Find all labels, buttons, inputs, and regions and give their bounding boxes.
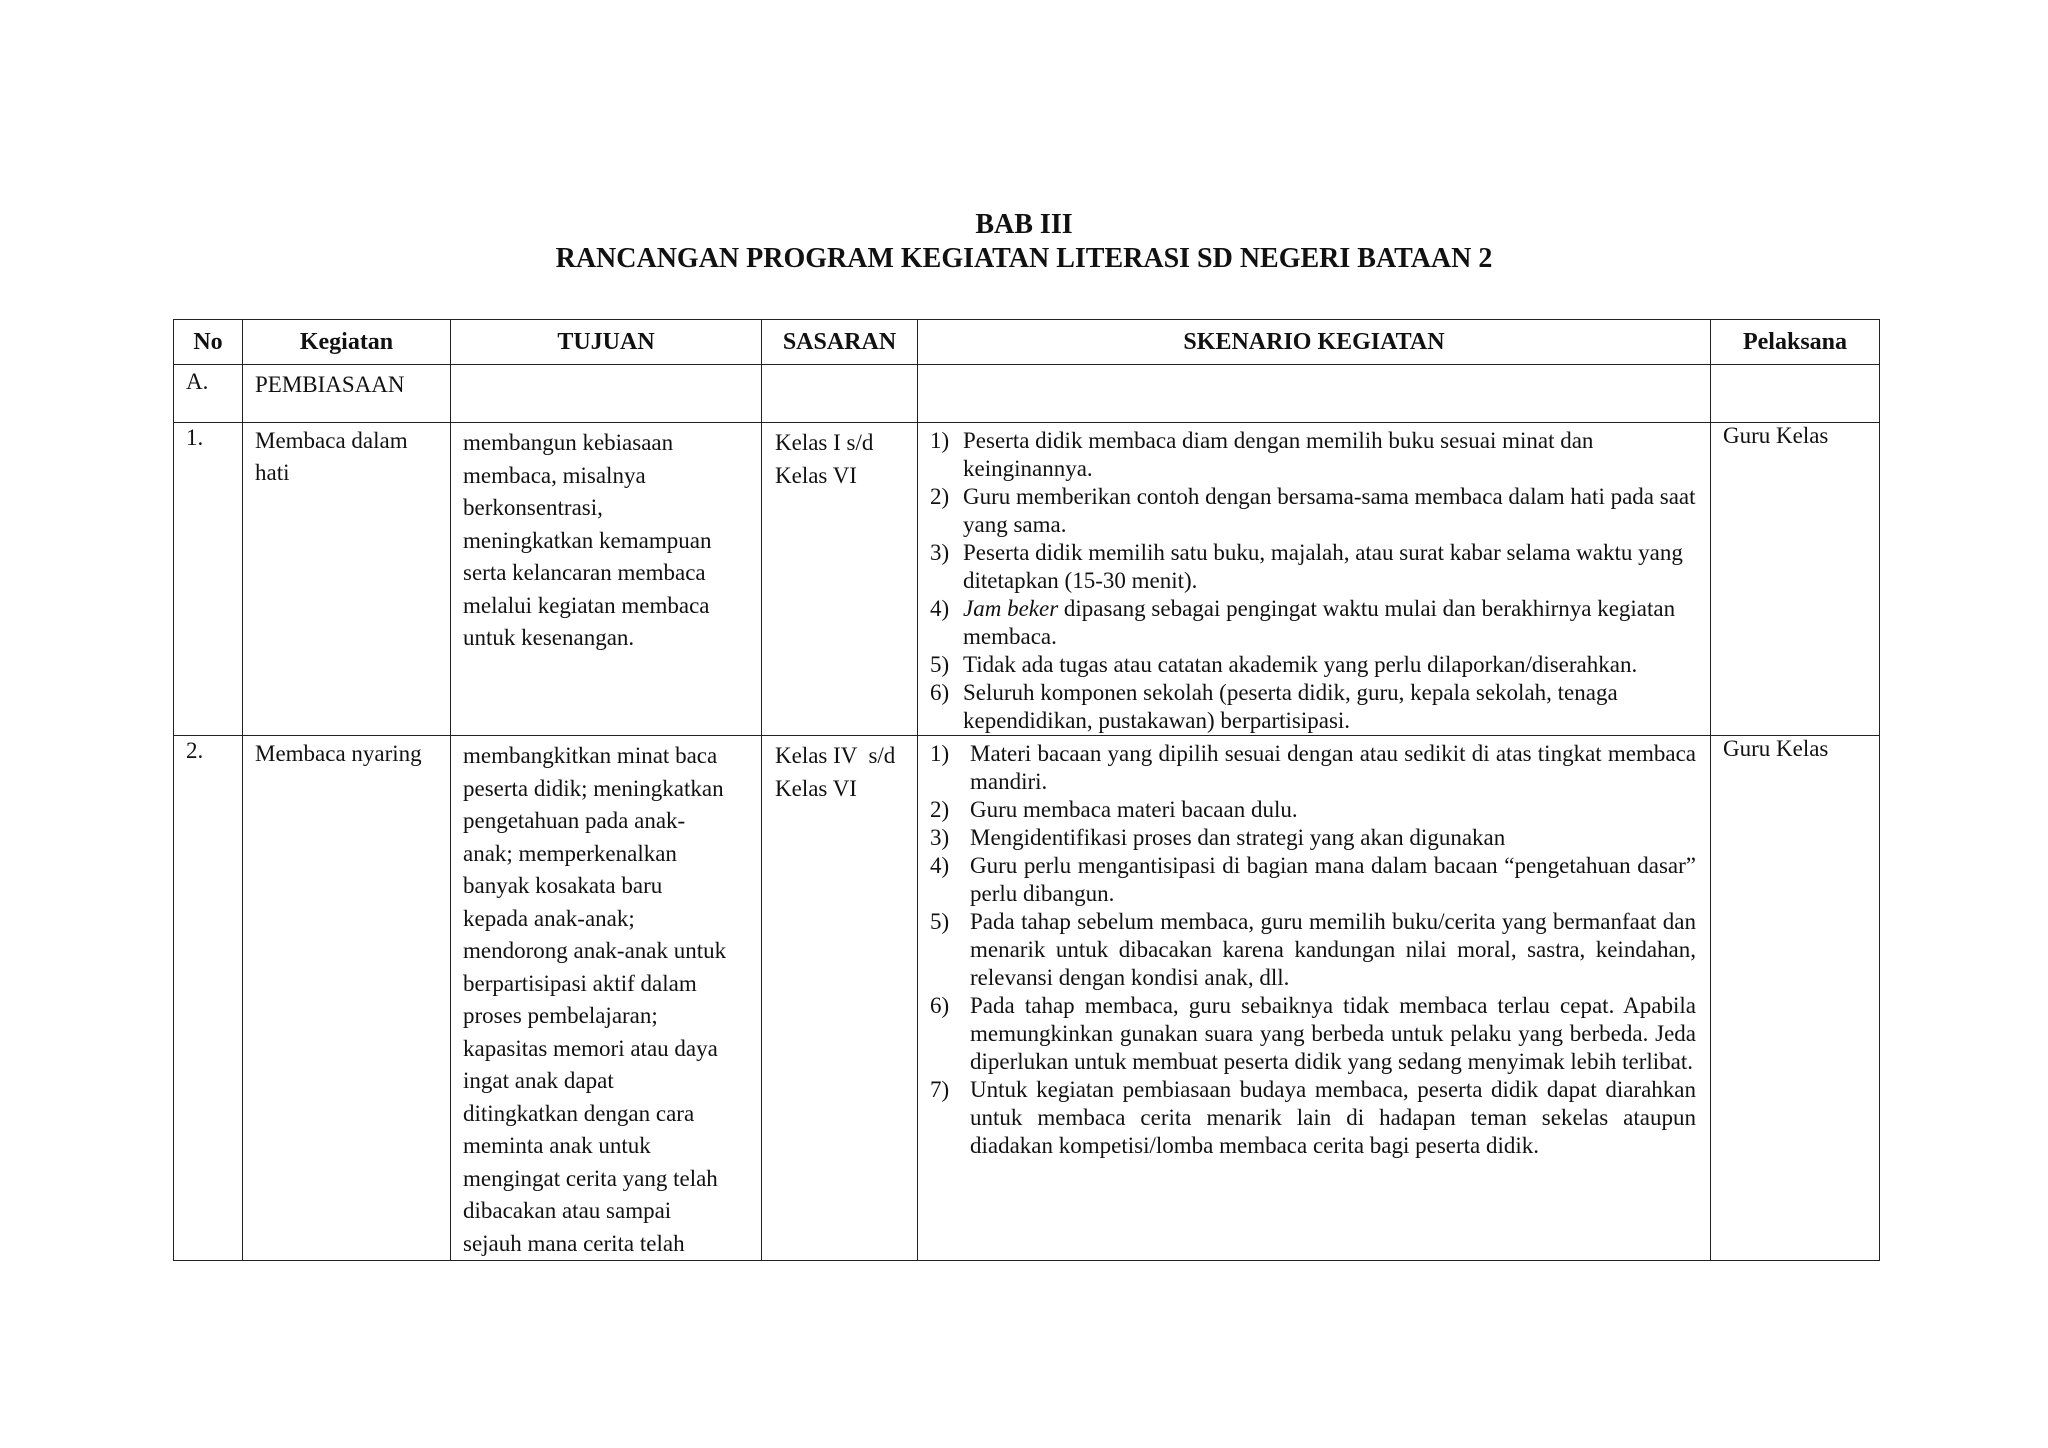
literacy-program-table (173, 319, 1880, 1261)
tujuan-line: membangkitkan minat baca (463, 743, 718, 768)
tujuan-line: meningkatkan kemampuan (463, 527, 712, 553)
skenario-item (930, 852, 1696, 908)
skenario-item (930, 595, 1696, 651)
item-text-rest: dipasang sebagai pengingat waktu mulai dan berakhirnya kegiatan membaca. (963, 596, 1676, 649)
skenario-item (930, 1076, 1696, 1160)
row-sasaran (762, 423, 918, 736)
tujuan-line: peserta didik; meningkatkan (463, 775, 724, 801)
row-skenario (918, 736, 1711, 1261)
sasaran-line: Kelas VI (775, 462, 857, 488)
tujuan-line: serta kelancaran membaca (463, 560, 706, 585)
item-text: Guru perlu mengantisipasi di bagian mana dalam bacaan “pengetahuan dasar” perlu dibangun. (970, 853, 1696, 906)
row-pelaksana: Guru Kelas (1711, 736, 1880, 1261)
item-number: 1) (930, 741, 950, 766)
item-text: Seluruh komponen sekolah (peserta didik, guru, kepala sekolah, tenaga kependidikan, pustakawan) berpartisipasi. (963, 680, 1618, 733)
empty-cell (762, 365, 918, 423)
item-number: 5) (930, 652, 950, 677)
item-number: 3) (930, 540, 950, 565)
header-skenario: SKENARIO KEGIATAN (918, 320, 1711, 365)
tujuan-line: banyak kosakata baru (463, 873, 663, 898)
tujuan-line: kapasitas memori atau daya (463, 1035, 718, 1061)
tujuan-line: mengingat cerita yang telah (463, 1165, 718, 1191)
skenario-item (930, 796, 1696, 824)
sasaran-line: Kelas I s/d (775, 430, 874, 455)
sasaran-line: Kelas VI (775, 775, 857, 801)
empty-cell (451, 365, 762, 423)
item-number: 2) (930, 484, 950, 509)
item-text: Pada tahap membaca, guru sebaiknya tidak membaca terlau cepat. Apabila memungkinkan gunakan suara yang berbeda untuk pelaku yang berbeda. Jeda diperlukan untuk membuat peserta didik yang sedang menyimak lebih terlibat. (970, 993, 1696, 1074)
item-text: Guru membaca materi bacaan dulu. (970, 797, 1298, 822)
empty-cell (1711, 365, 1880, 423)
item-number: 4) (930, 596, 950, 621)
document-title: RANCANGAN PROGRAM KEGIATAN LITERASI SD NEGERI BATAAN 2 (555, 243, 1493, 274)
tujuan-line: melalui kegiatan membaca (463, 592, 710, 618)
tujuan-line: untuk kesenangan. (463, 625, 635, 650)
skenario-item (930, 908, 1696, 992)
row-kegiatan: Membaca dalam hati (243, 423, 451, 736)
row-number: 1. (174, 423, 243, 736)
item-text: Materi bacaan yang dipilih sesuai dengan atau sedikit di atas tingkat membaca mandiri. (970, 741, 1696, 794)
row-kegiatan: Membaca nyaring (243, 736, 451, 1261)
item-text: Peserta didik memilih satu buku, majalah, atau surat kabar selama waktu yang ditetapkan (15-30 menit). (963, 540, 1683, 593)
tujuan-line: proses pembelajaran; (463, 1003, 658, 1028)
row-number: 2. (174, 736, 243, 1261)
item-text: Untuk kegiatan pembiasaan budaya membaca, peserta didik dapat diarahkan untuk membaca cerita menarik lain di hadapan teman sekelas ataupun diadakan kompetisi/lomba membaca cerita bagi peserta didik. (970, 1077, 1696, 1158)
item-number: 4) (930, 853, 950, 878)
item-number: 5) (930, 909, 950, 934)
tujuan-line: dibacakan atau sampai (463, 1198, 672, 1223)
item-italic-text: Jam beker (963, 596, 1059, 621)
skenario-item (930, 679, 1696, 735)
tujuan-line: kepada anak-anak; (463, 905, 635, 931)
row-sasaran (762, 736, 918, 1261)
tujuan-line: membaca, misalnya (463, 462, 646, 488)
item-text (963, 595, 1696, 651)
item-number: 6) (930, 993, 950, 1018)
row-pelaksana: Guru Kelas (1711, 423, 1880, 736)
row-tujuan (451, 423, 762, 736)
item-text: Peserta didik membaca diam dengan memilih buku sesuai minat dan keinginannya. (963, 428, 1594, 481)
tujuan-line: anak; memperkenalkan (463, 840, 677, 866)
skenario-list (930, 427, 1696, 735)
tujuan-line: membangun kebiasaan (463, 430, 674, 455)
tujuan-line: ingat anak dapat (463, 1068, 614, 1093)
skenario-item (930, 992, 1696, 1076)
header-kegiatan: Kegiatan (243, 320, 451, 365)
document-heading (0, 208, 2048, 276)
sasaran-line: Kelas IV s/d (775, 743, 896, 768)
skenario-item (930, 539, 1696, 595)
item-number: 2) (930, 797, 950, 822)
header-no: No (174, 320, 243, 365)
skenario-item (930, 824, 1696, 852)
item-number: 3) (930, 825, 950, 850)
item-number: 7) (930, 1077, 950, 1102)
section-row (174, 365, 1880, 423)
chapter-title: BAB III (975, 209, 1073, 240)
skenario-list (930, 740, 1696, 1160)
skenario-item (930, 427, 1696, 483)
table-row (174, 423, 1880, 736)
item-text: Guru memberikan contoh dengan bersama-sama membaca dalam hati pada saat yang sama. (963, 484, 1696, 537)
tujuan-line: meminta anak untuk (463, 1133, 651, 1158)
section-number: A. (174, 365, 243, 423)
tujuan-line: sejauh mana cerita telah (463, 1230, 685, 1256)
table-row (174, 736, 1880, 1261)
item-text: Tidak ada tugas atau catatan akademik yang perlu dilaporkan/diserahkan. (963, 652, 1638, 677)
tujuan-line: pengetahuan pada anak- (463, 808, 686, 833)
skenario-item (930, 651, 1696, 679)
header-tujuan: TUJUAN (451, 320, 762, 365)
section-label: PEMBIASAAN (243, 365, 451, 423)
row-skenario (918, 423, 1711, 736)
tujuan-line: berpartisipasi aktif dalam (463, 970, 697, 996)
header-pelaksana: Pelaksana (1711, 320, 1880, 365)
tujuan-line: ditingkatkan dengan cara (463, 1100, 695, 1126)
item-text: Mengidentifikasi proses dan strategi yang akan digunakan (970, 825, 1506, 850)
empty-cell (918, 365, 1711, 423)
skenario-item (930, 740, 1696, 796)
header-sasaran: SASARAN (762, 320, 918, 365)
table-header-row (174, 320, 1880, 365)
row-tujuan (451, 736, 762, 1261)
skenario-item (930, 483, 1696, 539)
tujuan-line: mendorong anak-anak untuk (463, 938, 727, 963)
item-number: 1) (930, 428, 950, 453)
item-number: 6) (930, 680, 950, 705)
item-text: Pada tahap sebelum membaca, guru memilih buku/cerita yang bermanfaat dan menarik untuk dibacakan karena kandungan nilai moral, sastra, keindahan, relevansi dengan kondisi anak, dll. (970, 909, 1696, 990)
tujuan-line: berkonsentrasi, (463, 495, 603, 520)
